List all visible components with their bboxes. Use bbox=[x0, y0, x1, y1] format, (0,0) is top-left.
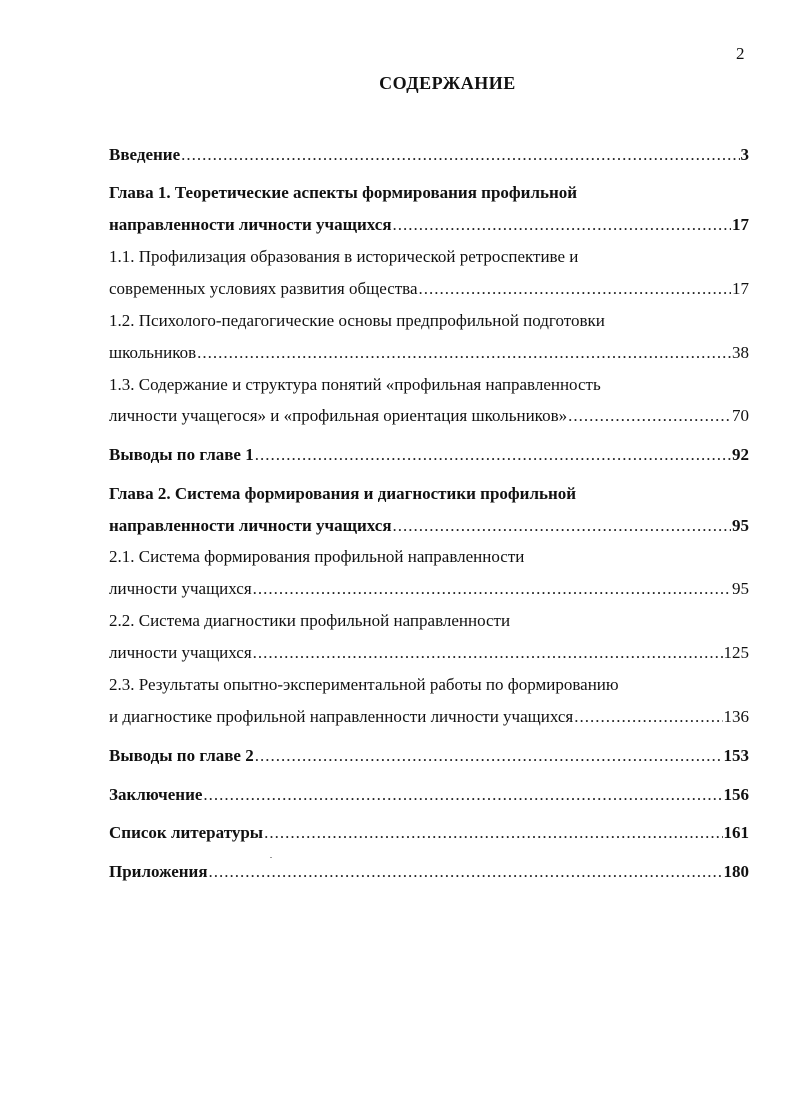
entry-title: Заключение bbox=[109, 785, 203, 804]
entry-page: 95 bbox=[732, 579, 749, 598]
scan-speck bbox=[270, 857, 272, 858]
page-number: 2 bbox=[736, 44, 745, 63]
toc-section-1-3-line1[interactable]: 1.3. Содержание и структура понятий «профильная направленность bbox=[109, 375, 601, 394]
entry-page: 125 bbox=[723, 643, 749, 662]
toc-entry-conclusions-chapter-2[interactable] bbox=[109, 745, 749, 767]
entry-title: направленности личности учащихся bbox=[109, 215, 392, 234]
entry-title: личности учащихся bbox=[109, 579, 252, 598]
toc-section-1-2-line2[interactable] bbox=[109, 342, 749, 364]
toc-entry-appendices[interactable] bbox=[109, 861, 749, 883]
toc-section-2-3-line1[interactable]: 2.3. Результаты опытно-экспериментальной работы по формированию bbox=[109, 675, 619, 694]
dot-leader bbox=[255, 444, 731, 466]
toc-section-2-2-line2[interactable] bbox=[109, 642, 749, 664]
dot-leader bbox=[568, 405, 731, 427]
entry-page: 136 bbox=[723, 707, 749, 726]
toc-section-2-2-line1[interactable]: 2.2. Система диагностики профильной направленности bbox=[109, 611, 511, 630]
dot-leader bbox=[197, 342, 731, 364]
dot-leader bbox=[255, 745, 723, 767]
toc-section-2-1-line2[interactable] bbox=[109, 578, 749, 600]
dot-leader bbox=[203, 784, 722, 806]
dot-leader bbox=[181, 144, 739, 166]
dot-leader bbox=[264, 822, 722, 844]
dot-leader bbox=[209, 861, 723, 883]
entry-title: и диагностике профильной направленности личности учащихся bbox=[109, 707, 574, 726]
toc-section-2-3-line2[interactable] bbox=[109, 706, 749, 728]
entry-title: школьников bbox=[109, 343, 197, 362]
toc-chapter-2-line1[interactable]: Глава 2. Система формирования и диагностики профильной bbox=[109, 484, 577, 503]
dot-leader bbox=[253, 642, 723, 664]
entry-page: 3 bbox=[740, 145, 749, 164]
toc-entry-conclusion[interactable] bbox=[109, 784, 749, 806]
page-title: СОДЕРЖАНИЕ bbox=[379, 73, 516, 93]
toc-section-1-2-line1[interactable]: 1.2. Психолого-педагогические основы предпрофильной подготовки bbox=[109, 311, 605, 330]
toc-chapter-2-line2[interactable] bbox=[109, 515, 749, 537]
toc-section-1-3-line2[interactable] bbox=[109, 405, 749, 427]
entry-page: 180 bbox=[723, 862, 749, 881]
entry-title: Приложения bbox=[109, 862, 208, 881]
entry-page: 17 bbox=[732, 215, 749, 234]
entry-title: Выводы по главе 1 bbox=[109, 445, 254, 464]
toc-chapter-1-line2[interactable] bbox=[109, 214, 749, 236]
toc-entry-conclusions-chapter-1[interactable] bbox=[109, 444, 749, 466]
entry-page: 38 bbox=[732, 343, 749, 362]
entry-title: личности учащихся bbox=[109, 643, 252, 662]
entry-page: 156 bbox=[723, 785, 749, 804]
toc-entry-introduction[interactable] bbox=[109, 144, 749, 166]
entry-page: 17 bbox=[732, 279, 749, 298]
toc-chapter-1-line1[interactable]: Глава 1. Теоретические аспекты формирования профильной bbox=[109, 183, 578, 202]
dot-leader bbox=[393, 214, 731, 236]
entry-title: личности учащегося» и «профильная ориентация школьников» bbox=[109, 406, 568, 425]
entry-title: Введение bbox=[109, 145, 181, 164]
dot-leader bbox=[393, 515, 731, 537]
toc-section-2-1-line1[interactable]: 2.1. Система формирования профильной направленности bbox=[109, 547, 525, 566]
toc-entry-references[interactable] bbox=[109, 822, 749, 844]
entry-page: 92 bbox=[732, 445, 749, 464]
entry-title: Выводы по главе 2 bbox=[109, 746, 254, 765]
entry-page: 95 bbox=[732, 516, 749, 535]
entry-title: направленности личности учащихся bbox=[109, 516, 392, 535]
entry-title: современных условиях развития общества bbox=[109, 279, 418, 298]
dot-leader bbox=[253, 578, 731, 600]
dot-leader bbox=[574, 706, 722, 728]
entry-page: 161 bbox=[723, 823, 749, 842]
dot-leader bbox=[419, 278, 731, 300]
toc-section-1-1-line2[interactable] bbox=[109, 278, 749, 300]
entry-page: 70 bbox=[732, 406, 749, 425]
toc-section-1-1-line1[interactable]: 1.1. Профилизация образования в исторической ретроспективе и bbox=[109, 247, 579, 266]
entry-title: Список литературы bbox=[109, 823, 264, 842]
entry-page: 153 bbox=[723, 746, 749, 765]
